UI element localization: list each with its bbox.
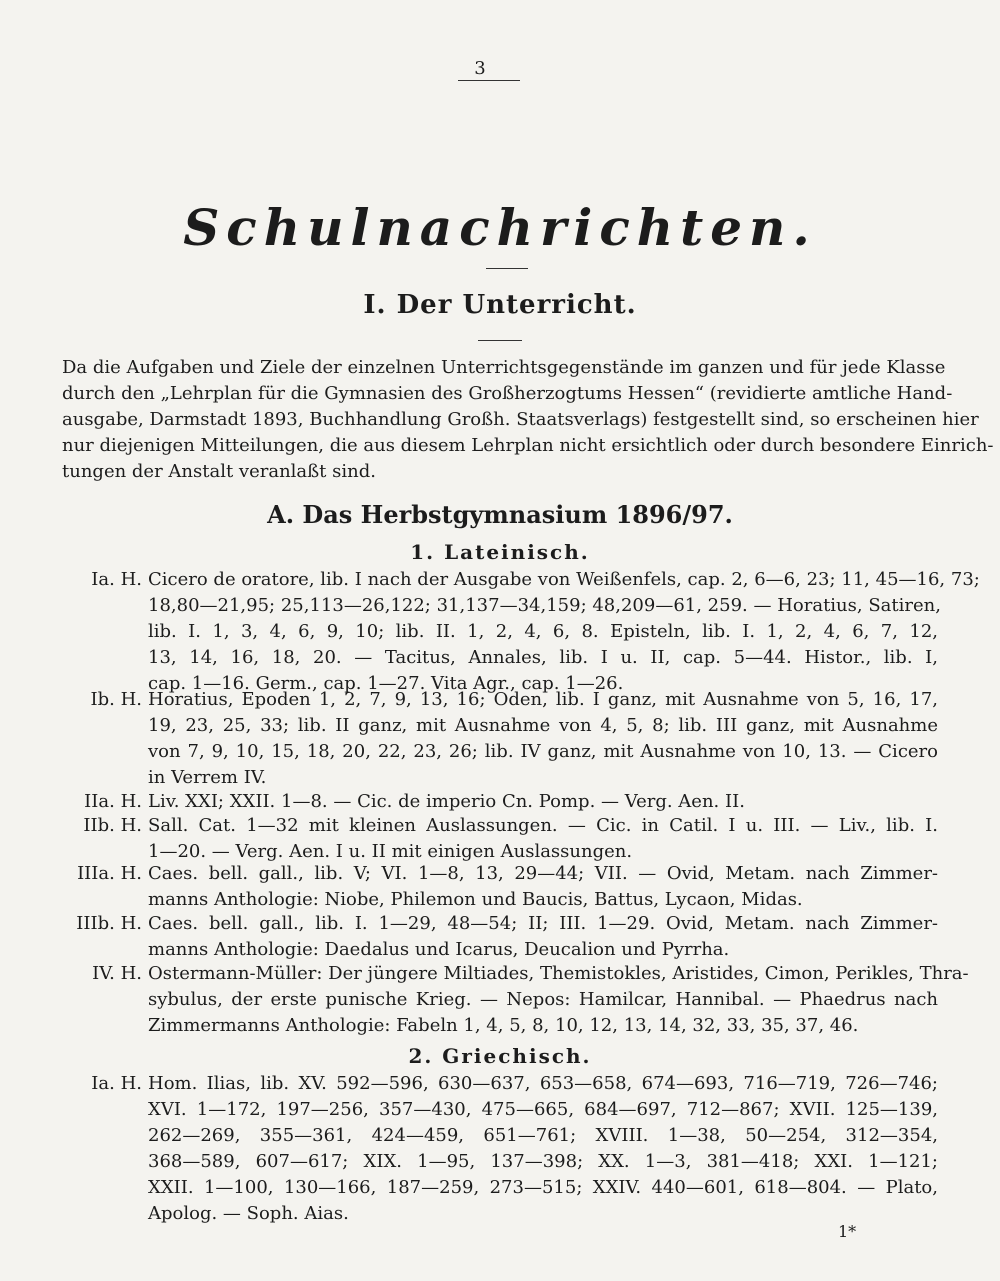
latin-heading: 1. Lateinisch. <box>410 540 590 564</box>
entry-line: manns Anthologie: Niobe, Philemon und Baucis, Battus, Lycaon, Midas. <box>148 889 803 910</box>
entry-line: Apolog. — Soph. Aias. <box>148 1203 349 1224</box>
intro-paragraph <box>62 355 994 485</box>
entry-line: 1—20. — Verg. Aen. I u. II mit einigen Auslassungen. <box>148 841 633 862</box>
entry-line: Cicero de oratore, lib. I nach der Ausgabe von Weißenfels, cap. 2, 6—6, 23; 11, 45—16, 73; <box>148 569 980 590</box>
entry-text <box>148 911 938 963</box>
entry-line: 13, 14, 16, 18, 20. — Tacitus, Annales, lib. I u. II, cap. 5—44. Histor., lib. I, <box>148 647 938 668</box>
greek-entry-ia <box>62 1071 938 1227</box>
intro-line: nur diejenigen Mitteilungen, die aus diesem Lehrplan nicht ersichtlich oder durch besondere Einrich- <box>62 435 994 456</box>
entry-label: Ib. H. <box>90 689 142 710</box>
latin-entry-iia <box>62 789 938 815</box>
entry-label: IIa. H. <box>84 791 142 812</box>
entry-text <box>148 861 938 913</box>
entry-line: Caes. bell. gall., lib. V; VI. 1—8, 13, 29—44; VII. — Ovid, Metam. nach Zimmer- <box>148 863 938 884</box>
entry-line: in Verrem IV. <box>148 767 267 788</box>
entry-label: IIIb. H. <box>76 913 142 934</box>
entry-line: Sall. Cat. 1—32 mit kleinen Auslassungen. — Cic. in Catil. I u. III. — Liv., lib. I. <box>148 815 938 836</box>
entry-line: Hom. Ilias, lib. XV. 592—596, 630—637, 653—658, 674—693, 716—719, 726—746; <box>148 1073 938 1094</box>
intro-line: tungen der Anstalt veranlaßt sind. <box>62 461 376 482</box>
main-title: Schulnachrichten. <box>183 198 817 257</box>
latin-entry-ib <box>62 687 938 791</box>
entry-text <box>148 789 938 815</box>
entry-line: cap. 1—16. Germ., cap. 1—27. Vita Agr., cap. 1—26. <box>148 673 624 694</box>
section-rule <box>478 340 522 341</box>
intro-line: ausgabe, Darmstadt 1893, Buchhandlung Großh. Staatsverlags) festgestellt sind, so erscheinen hier <box>62 409 979 430</box>
page-number-rule <box>458 80 520 81</box>
entry-line: Ostermann-Müller: Der jüngere Miltiades, Themistokles, Aristides, Cimon, Perikles, Thra- <box>148 963 969 984</box>
intro-line: durch den „Lehrplan für die Gymnasien des Großherzogtums Hessen“ (revidierte amtliche Hand- <box>62 383 953 404</box>
latin-entry-iiia <box>62 861 938 913</box>
greek-heading: 2. Griechisch. <box>408 1044 592 1068</box>
section-title: I. Der Unterricht. <box>363 290 637 320</box>
entry-label: IV. H. <box>92 963 142 984</box>
entry-line: XXII. 1—100, 130—166, 187—259, 273—515; XXIV. 440—601, 618—804. — Plato, <box>148 1177 938 1198</box>
latin-entry-ia <box>62 567 980 697</box>
entry-label: IIb. H. <box>83 815 142 836</box>
entry-label: IIIa. H. <box>77 863 142 884</box>
subsection-title: A. Das Herbstgymnasium 1896/97. <box>267 500 733 529</box>
signature-mark: 1* <box>838 1222 857 1241</box>
entry-label: Ia. H. <box>91 569 142 590</box>
entry-line: 262—269, 355—361, 424—459, 651—761; XVIII. 1—38, 50—254, 312—354, <box>148 1125 938 1146</box>
entry-line: von 7, 9, 10, 15, 18, 20, 22, 23, 26; lib. IV ganz, mit Ausnahme von 10, 13. — Cicero <box>148 741 938 762</box>
title-rule <box>486 268 528 269</box>
entry-text <box>148 687 938 791</box>
entry-line: 18,80—21,95; 25,113—26,122; 31,137—34,159; 48,209—61, 259. — Horatius, Satiren, <box>148 595 941 616</box>
entry-line: 19, 23, 25, 33; lib. II ganz, mit Ausnahme von 4, 5, 8; lib. III ganz, mit Ausnahme <box>148 715 938 736</box>
entry-line: Liv. XXI; XXII. 1—8. — Cic. de imperio Cn. Pomp. — Verg. Aen. II. <box>148 791 745 812</box>
latin-entry-iiib <box>62 911 938 963</box>
latin-entry-iib <box>62 813 938 865</box>
entry-line: Zimmermanns Anthologie: Fabeln 1, 4, 5, 8, 10, 12, 13, 14, 32, 33, 35, 37, 46. <box>148 1015 859 1036</box>
entry-line: lib. I. 1, 3, 4, 6, 9, 10; lib. II. 1, 2, 4, 6, 8. Episteln, lib. I. 1, 2, 4, 6, 7, 12, <box>148 621 938 642</box>
entry-line: XVI. 1—172, 197—256, 357—430, 475—665, 684—697, 712—867; XVII. 125—139, <box>148 1099 938 1120</box>
entry-text <box>148 961 969 1039</box>
entry-text <box>148 813 938 865</box>
entry-line: Horatius, Epoden 1, 2, 7, 9, 13, 16; Oden, lib. I ganz, mit Ausnahme von 5, 16, 17, <box>148 689 938 710</box>
entry-text <box>148 1071 938 1227</box>
intro-line: Da die Aufgaben und Ziele der einzelnen Unterrichtsgegenstände im ganzen und für jede Klasse <box>62 357 946 378</box>
entry-text <box>148 567 980 697</box>
page-number: 3 <box>474 58 486 79</box>
latin-entry-iv <box>62 961 969 1039</box>
entry-line: sybulus, der erste punische Krieg. — Nepos: Hamilcar, Hannibal. — Phaedrus nach <box>148 989 938 1010</box>
entry-line: manns Anthologie: Daedalus und Icarus, Deucalion und Pyrrha. <box>148 939 730 960</box>
entry-label: Ia. H. <box>91 1073 142 1094</box>
entry-line: 368—589, 607—617; XIX. 1—95, 137—398; XX. 1—3, 381—418; XXI. 1—121; <box>148 1151 938 1172</box>
entry-line: Caes. bell. gall., lib. I. 1—29, 48—54; II; III. 1—29. Ovid, Metam. nach Zimmer- <box>148 913 938 934</box>
